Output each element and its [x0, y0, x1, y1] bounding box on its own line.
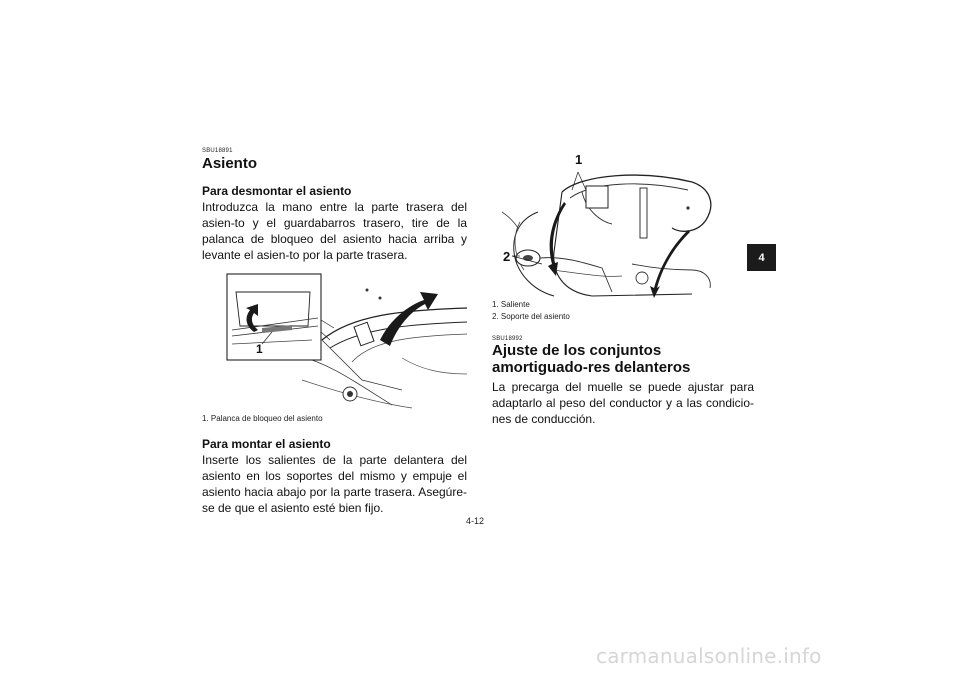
figure-callout-1: 1	[256, 342, 263, 356]
caption-soporte: 2. Soporte del asiento	[492, 312, 570, 321]
section-title-asiento: Asiento	[202, 155, 258, 172]
removal-heading: Para desmontar el asiento	[202, 184, 352, 198]
install-text: Inserte los salientes de la parte delantera del asiento en los soportes del mismo y empuje el asiento hacia abajo por la parte trasera. Asegúre-se de que el asiento esté bien fijo.	[202, 453, 467, 515]
install-heading: Para montar el asiento	[202, 437, 331, 451]
chapter-tab: 4	[747, 244, 776, 271]
watermark-text: carmanualsonline.info	[596, 644, 822, 668]
seat-mounts-figure	[492, 152, 724, 298]
removal-text: Introduzca la mano entre la parte trasera del asien-to y el guardabarros trasero, tire de la palanca de bloqueo del asiento hacia arriba y levante el asien-to por la parte trasera.	[202, 200, 467, 262]
left-column	[202, 148, 467, 516]
figure-caption-lock: 1. Palanca de bloqueo del asiento	[202, 414, 323, 423]
seat-lock-figure	[202, 270, 467, 410]
caption-saliente: 1. Saliente	[492, 300, 530, 309]
figure-callout-saliente: 1	[575, 152, 583, 167]
seat-lock-illustration	[202, 270, 467, 410]
seat-mounts-illustration	[492, 152, 724, 298]
right-column	[492, 152, 754, 427]
section-code-amortiguadores: SBU18992	[492, 336, 523, 342]
section-code-asiento: SBU18891	[202, 148, 233, 154]
figure-callout-soporte: 2	[503, 249, 511, 264]
page-number: 4-12	[466, 516, 485, 526]
section-title-amortiguadores: Ajuste de los conjuntos amortiguado-res delanteros	[492, 342, 691, 376]
amortiguadores-text: La precarga del muelle se puede ajustar para adaptarlo al peso del conductor y a las condicio-nes de conducción.	[492, 380, 754, 426]
